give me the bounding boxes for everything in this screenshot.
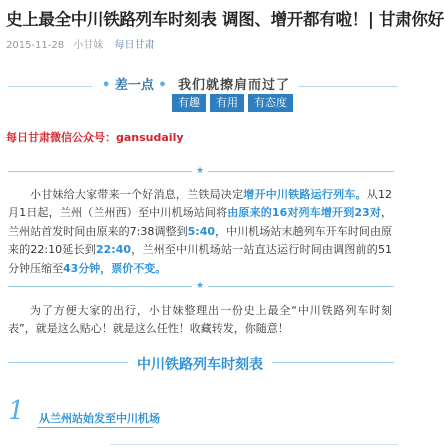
banner-slogans <box>172 94 293 112</box>
step-number: 1 <box>8 396 25 426</box>
publish-date: 2015-11-28 <box>6 40 65 51</box>
article-meta <box>6 36 155 51</box>
highlight-segment: 5:40 <box>187 224 216 238</box>
highlight-segment: 增开中川铁路运行列车。 <box>243 188 367 201</box>
banner-left-tag <box>92 75 177 97</box>
text-segment: 小甘妹给大家带来一个好消息，兰铁局决定 <box>30 188 244 201</box>
banner-left-text: 差一点 <box>114 78 154 93</box>
step-label: 从兰州站始发至中川机场 <box>39 412 160 425</box>
highlight-segment: 由原来的16对列车增开到23对 <box>227 206 381 220</box>
article-title: 史上最全中川铁路列车时刻表 调图、增开都有啦！| 甘肃你好 <box>6 10 444 29</box>
text-segment: ，中川机场站末趟列车开车时间由原来的22:10延长到 <box>8 224 393 257</box>
star-icon: ★ <box>192 165 208 177</box>
account-link[interactable]: 每日甘肃 <box>114 40 155 51</box>
text-segment: ，兰州至中川机场站一站直达运行时间由调图前的51分钟压缩至 <box>8 243 392 275</box>
slogan-attitude: 有态度 <box>248 94 293 112</box>
news-paragraph <box>8 186 392 278</box>
highlight-segment: 22:40 <box>96 243 132 257</box>
star-icon: ★ <box>192 280 208 292</box>
highlight-segment: 43分钟，票价不变。 <box>63 261 167 275</box>
text-segment: 从12月1日起，兰州（兰州西）至中川机场站间将 <box>8 188 393 220</box>
bottom-rule <box>110 444 398 445</box>
banner-right-tag: 我们就擦肩而过了 <box>170 76 298 96</box>
step-underline <box>37 427 153 428</box>
author-name: 小甘妹 <box>73 40 104 51</box>
slogan-fun: 有趣 <box>172 94 206 112</box>
intro-paragraph: 为了方便大家的出行，小甘妹整理出一份史上最全“中川铁路列车时刻表”，就是这么贴心！就是这么任性！收藏转发，你随意！ <box>8 304 392 336</box>
wechat-id-line: 每日甘肃微信公众号：gansudaily <box>6 131 184 144</box>
banner-dot: • <box>158 78 167 93</box>
section-rule-right <box>272 362 394 363</box>
section-title: 中川铁路列车时刻表 <box>137 357 263 373</box>
slogan-useful: 有用 <box>210 94 244 112</box>
text-segment: ，兰州站首发时间由原来的7:38调整到 <box>8 206 392 238</box>
banner-dot: • <box>102 78 111 93</box>
